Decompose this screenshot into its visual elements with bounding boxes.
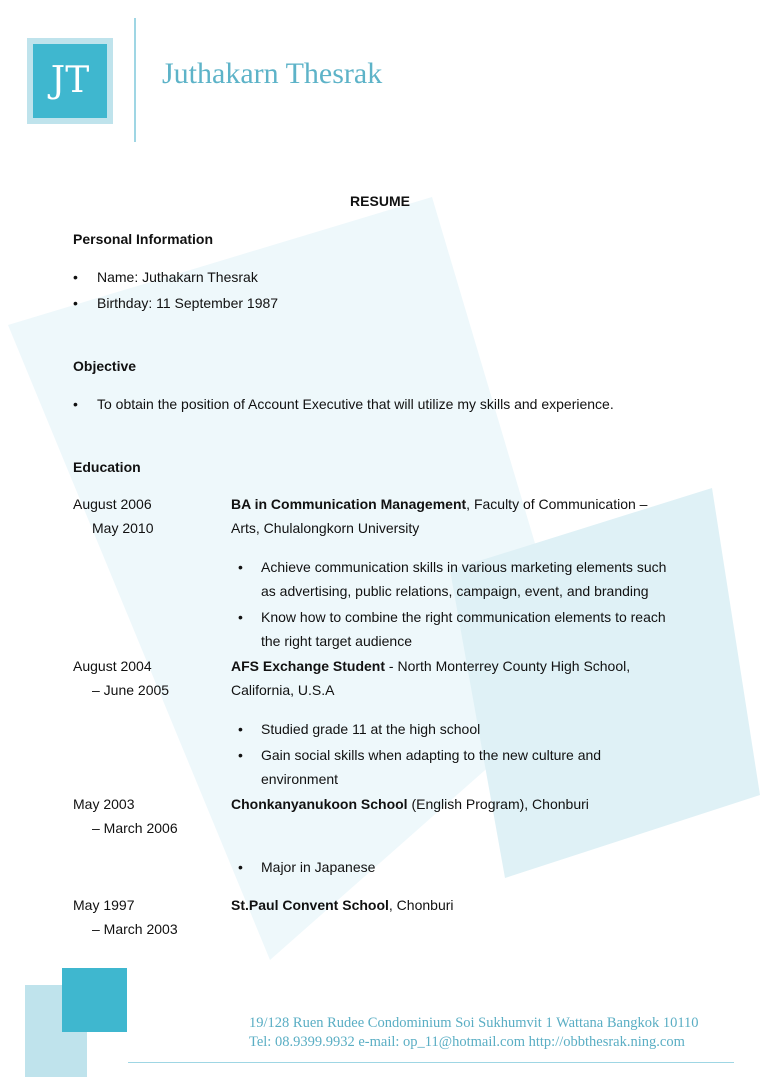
education-bullet-text: as advertising, public relations, campaign, event, and branding [261,583,649,599]
bullet-dot: • [73,295,78,311]
section-heading-education: Education [73,459,141,475]
section-heading-objective: Objective [73,358,137,374]
footer-contact: Tel: 08.9399.9932 e-mail: op_11@hotmail.com http://obbthesrak.ning.com [249,1034,685,1050]
education-bullet-text: Know how to combine the right communication elements to reach [261,609,666,625]
education-detail-continued: Arts, Chulalongkorn University [231,520,420,536]
header-name: Juthakarn Thesrak [162,57,383,90]
education-entry-line [231,796,589,812]
education-date-start: August 2006 [73,496,152,512]
education-entry-line [231,897,454,913]
bullet-dot: • [73,269,78,285]
education-date-start: August 2004 [73,658,152,674]
education-institution: AFS Exchange Student [231,658,386,674]
education-institution: Chonkanyanukoon School [231,796,408,812]
education-bullet-text: the right target audience [261,633,412,649]
education-institution: BA in Communication Management [231,496,467,512]
bullet-dot: • [238,859,243,875]
bullet-dot: • [238,721,243,737]
education-bullet-text: environment [261,771,339,787]
personal-birthday: Birthday: 11 September 1987 [97,295,279,311]
education-bullet-text: Achieve communication skills in various marketing elements such [261,559,667,575]
footer-address: 19/128 Ruen Rudee Condominium Soi Sukhumvit 1 Wattana Bangkok 10110 [249,1015,699,1031]
bullet-dot: • [238,747,243,763]
education-date-end: – March 2006 [92,820,178,836]
education-entry-line [231,496,647,512]
logo-monogram: JT [50,60,90,101]
bullet-dot: • [238,609,243,625]
page-title: RESUME [350,193,410,209]
education-detail-continued: California, U.S.A [231,682,335,698]
bullet-dot: • [73,396,78,412]
education-bullet-text: Major in Japanese [261,859,376,875]
bullet-dot: • [238,559,243,575]
header-divider [134,18,136,142]
education-detail: , Faculty of Communication – [466,496,648,512]
education-institution: St.Paul Convent School [231,897,389,913]
education-date-start: May 1997 [73,897,135,913]
education-detail: - North Monterrey County High School, [385,658,631,674]
education-date-end: – March 2003 [92,921,178,937]
education-bullet-text: Gain social skills when adapting to the new culture and [261,747,602,763]
education-detail: (English Program), Chonburi [407,796,589,812]
footer-square-dark [62,968,127,1032]
education-entry-line [231,658,630,674]
education-bullet-text: Studied grade 11 at the high school [261,721,481,737]
objective-text: To obtain the position of Account Executive that will utilize my skills and experience. [97,396,614,412]
footer-divider [128,1062,734,1063]
education-detail: , Chonburi [388,897,454,913]
education-date-end: – June 2005 [92,682,170,698]
personal-name: Name: Juthakarn Thesrak [97,269,258,285]
education-date-end: May 2010 [92,520,154,536]
section-heading-personal: Personal Information [73,231,214,247]
education-date-start: May 2003 [73,796,135,812]
